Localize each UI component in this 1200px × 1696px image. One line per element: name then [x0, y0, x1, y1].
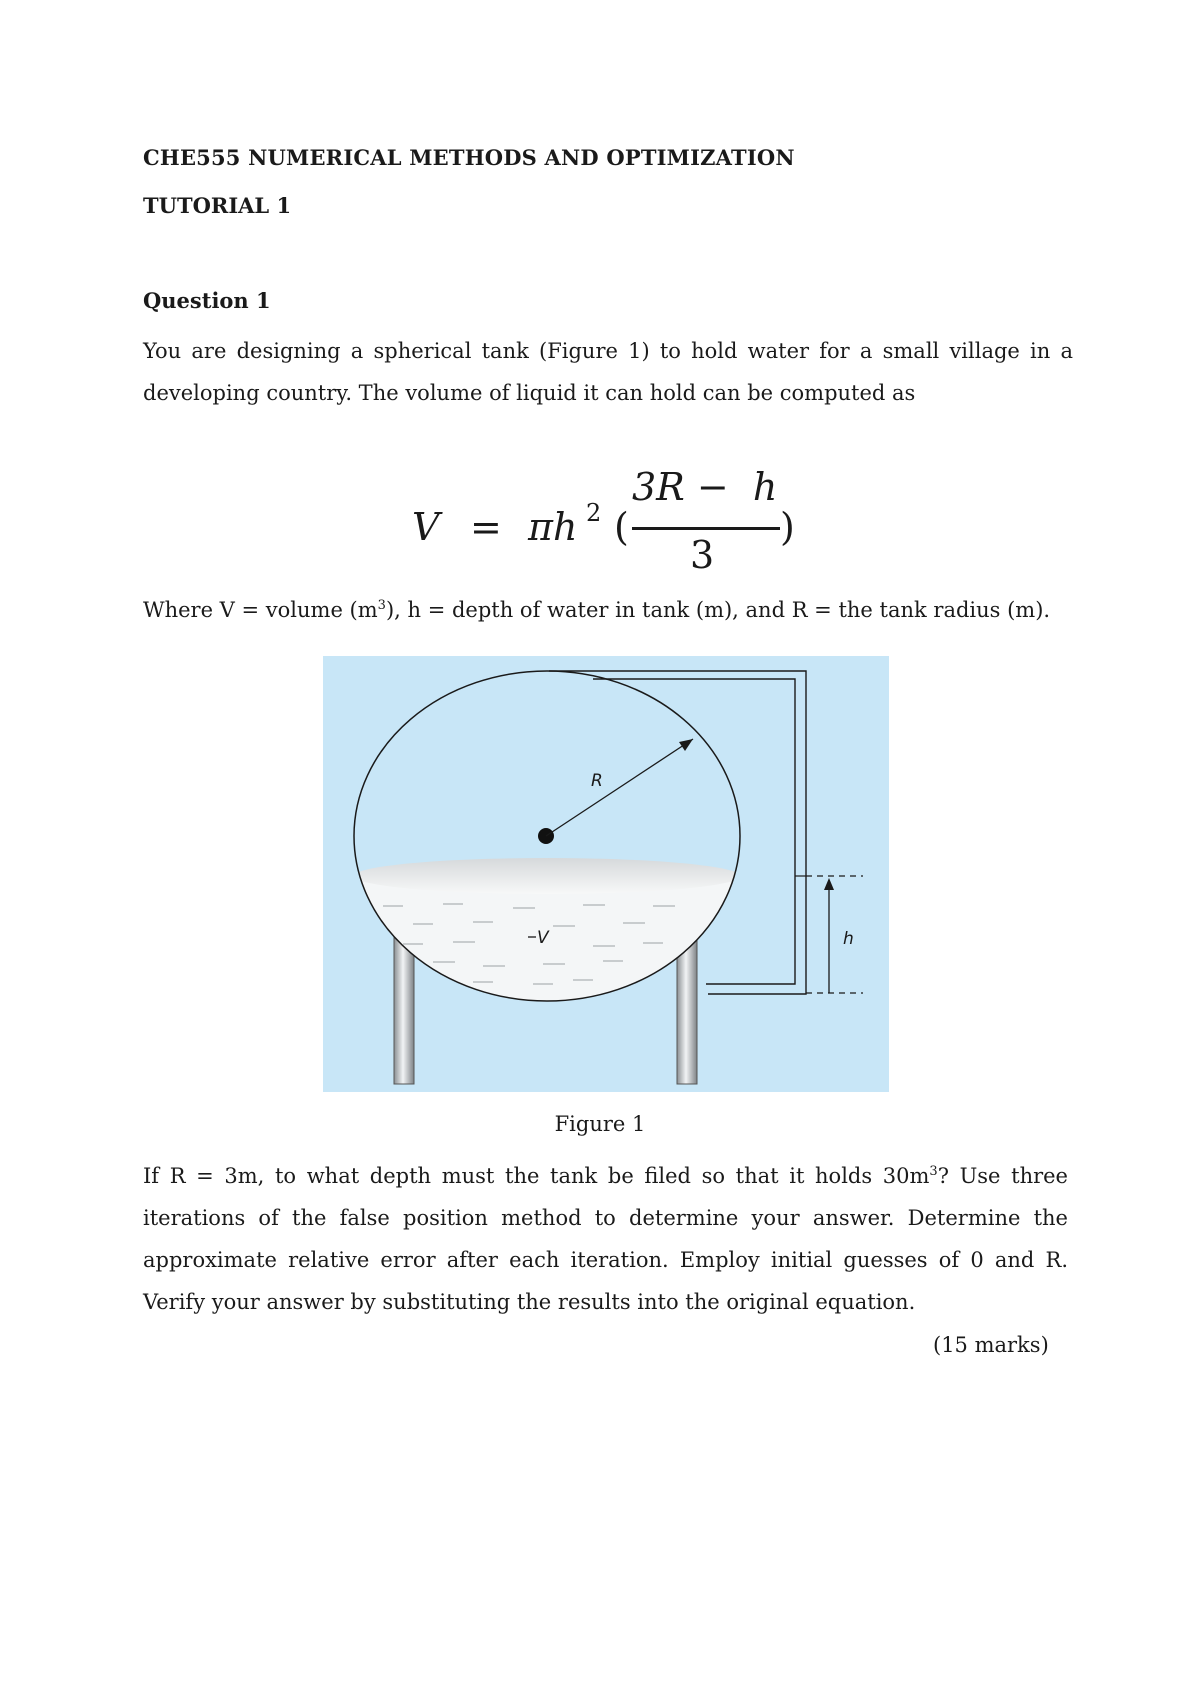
task-text-2: ? Use three iterations of the false position method to determine your answer. Determine the approximate relative error after each iteration. Employ initial guesses of 0 and R. Verify your answer by substituting the results into the original equation. — [143, 1164, 1068, 1314]
tank-leg-right — [677, 936, 697, 1084]
question-intro: You are designing a spherical tank (Figure 1) to hold water for a small village in a developing country. The volume of liquid it can hold can be computed as — [143, 339, 1073, 405]
label-h: h — [843, 929, 854, 949]
spherical-tank-figure — [323, 656, 889, 1092]
marks-label: (15 marks) — [933, 1333, 1049, 1357]
equation-exponent: 2 — [586, 499, 602, 527]
tank-leg-left — [394, 936, 414, 1084]
equation-open-paren: ( — [614, 505, 629, 549]
equation-denominator: 3 — [690, 533, 715, 577]
tutorial-title: TUTORIAL 1 — [143, 193, 292, 218]
figure-caption: Figure 1 — [554, 1112, 646, 1136]
equation-equals: = — [470, 505, 502, 549]
task-sup: 3 — [929, 1164, 938, 1179]
task-text-1: If R = 3m, to what depth must the tank be filed so that it holds 30m — [143, 1164, 930, 1188]
tank-diagram — [323, 656, 889, 1092]
variable-definitions — [143, 598, 1143, 622]
question-heading: Question 1 — [143, 288, 271, 313]
volume-equation — [410, 465, 830, 585]
equation-close-paren: ) — [780, 505, 795, 549]
fraction-bar — [632, 527, 780, 530]
equation-lhs: V — [412, 505, 440, 549]
course-title: CHE555 NUMERICAL METHODS AND OPTIMIZATION — [143, 145, 795, 170]
equation-numerator: 3R − h — [632, 465, 778, 509]
where-text-1: Where V = volume (m — [143, 598, 378, 622]
label-V: V — [537, 928, 549, 948]
question-task — [143, 1155, 1068, 1323]
where-text-2: ), h = depth of water in tank (m), and R = the tank radius (m). — [385, 598, 1051, 622]
label-R: R — [591, 771, 603, 791]
equation-pi-h: πh — [528, 505, 578, 549]
where-sup: 3 — [377, 598, 386, 613]
